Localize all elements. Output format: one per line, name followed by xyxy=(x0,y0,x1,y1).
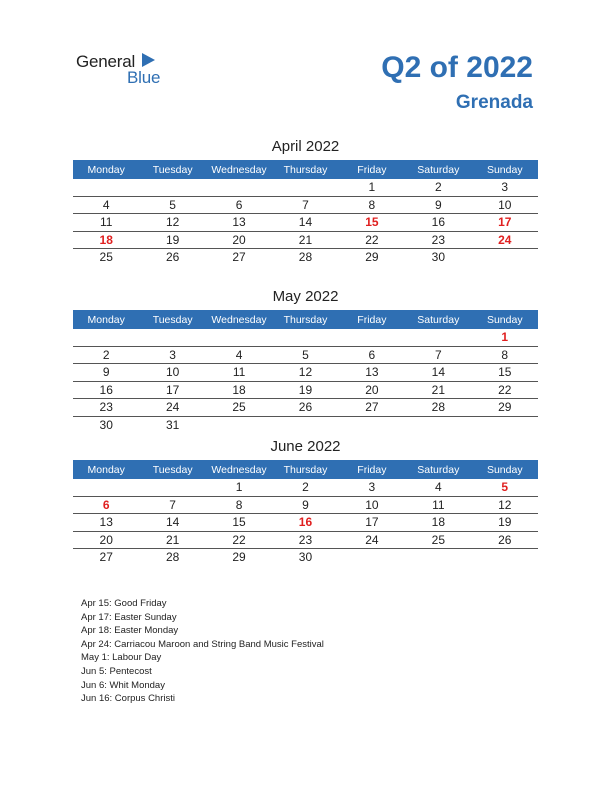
week-row xyxy=(73,479,538,496)
weekday-header: Wednesday xyxy=(206,460,272,479)
day-cell: 18 xyxy=(405,514,471,532)
day-cell: 10 xyxy=(139,364,205,382)
day-cell: 4 xyxy=(405,479,471,496)
month-april xyxy=(73,138,538,266)
day-cell: 29 xyxy=(232,550,246,565)
month-may xyxy=(73,288,538,433)
weekday-header: Tuesday xyxy=(139,460,205,479)
day-cell: 26 xyxy=(165,250,180,265)
weekday-header: Friday xyxy=(339,310,405,329)
flag-icon xyxy=(140,52,156,68)
day-cell: 12 xyxy=(472,496,538,514)
month-title: June 2022 xyxy=(270,438,341,455)
day-cell: 7 xyxy=(139,496,205,514)
day-cell: 20 xyxy=(73,531,139,549)
day-cell xyxy=(405,549,471,566)
day-cell xyxy=(339,549,405,566)
day-cell xyxy=(339,329,405,346)
day-cell: 24 xyxy=(139,399,205,417)
weekday-header: Thursday xyxy=(272,460,338,479)
day-cell: 6 xyxy=(339,346,405,364)
day-cell: 8 xyxy=(206,496,272,514)
weekday-header: Wednesday xyxy=(206,310,272,329)
day-cell xyxy=(272,329,338,346)
calendar-table xyxy=(73,460,538,566)
day-cell: 5 xyxy=(139,196,205,214)
week-row xyxy=(73,231,538,249)
day-cell xyxy=(472,416,538,433)
day-cell xyxy=(472,249,538,266)
day-cell: 22 xyxy=(206,531,272,549)
holiday-day-cell: 18 xyxy=(73,231,139,249)
day-cell xyxy=(272,179,338,196)
day-cell: 23 xyxy=(272,531,338,549)
weekday-header: Monday xyxy=(73,460,139,479)
month-title: May 2022 xyxy=(272,288,339,305)
day-cell: 9 xyxy=(405,196,471,214)
day-cell: 25 xyxy=(99,250,113,265)
weekday-header: Monday xyxy=(73,160,139,179)
day-cell: 18 xyxy=(206,381,272,399)
day-cell: 1 xyxy=(339,179,405,196)
day-cell: 22 xyxy=(472,381,538,399)
day-cell: 19 xyxy=(272,381,338,399)
day-cell xyxy=(139,179,205,196)
day-cell: 26 xyxy=(472,531,538,549)
holiday-list xyxy=(81,597,324,706)
week-row xyxy=(73,399,538,417)
day-cell: 29 xyxy=(365,250,379,265)
day-cell: 16 xyxy=(405,214,471,232)
day-cell: 10 xyxy=(339,496,405,514)
holiday-day-cell: 6 xyxy=(73,496,139,514)
holiday-day-cell: 17 xyxy=(472,214,538,232)
day-cell xyxy=(206,329,272,346)
week-row xyxy=(73,416,538,433)
weekday-header: Saturday xyxy=(405,160,471,179)
holiday-day-cell: 5 xyxy=(472,479,538,496)
holiday-item: Jun 6: Whit Monday xyxy=(81,679,165,691)
day-cell: 13 xyxy=(206,214,272,232)
weekday-header: Thursday xyxy=(272,160,338,179)
day-cell: 3 xyxy=(472,179,538,196)
day-cell: 1 xyxy=(206,479,272,496)
weekday-header: Monday xyxy=(73,310,139,329)
holiday-day-cell: 16 xyxy=(272,514,338,532)
day-cell: 11 xyxy=(405,496,471,514)
day-cell: 6 xyxy=(206,196,272,214)
calendar-table xyxy=(73,160,538,266)
day-cell xyxy=(206,179,272,196)
weekday-header-row xyxy=(73,310,538,329)
day-cell xyxy=(405,416,471,433)
holiday-item: Apr 15: Good Friday xyxy=(81,598,167,609)
holiday-item: May 1: Labour Day xyxy=(81,652,162,664)
day-cell: 21 xyxy=(139,531,205,549)
day-cell: 27 xyxy=(232,250,246,265)
day-cell xyxy=(206,416,272,433)
day-cell: 22 xyxy=(339,231,405,249)
day-cell: 15 xyxy=(206,514,272,532)
day-cell: 12 xyxy=(139,214,205,232)
day-cell: 30 xyxy=(431,250,445,265)
day-cell: 30 xyxy=(298,550,313,565)
day-cell xyxy=(405,329,471,346)
day-cell: 16 xyxy=(73,381,139,399)
week-row xyxy=(73,329,538,346)
day-cell: 20 xyxy=(339,381,405,399)
weekday-header-row xyxy=(73,160,538,179)
day-cell: 28 xyxy=(405,399,471,417)
day-cell: 26 xyxy=(272,399,338,417)
week-row xyxy=(73,531,538,549)
day-cell: 27 xyxy=(339,399,405,417)
calendar-table xyxy=(73,310,538,433)
day-cell xyxy=(139,479,205,496)
country-name: Grenada xyxy=(455,92,533,113)
page-title: Q2 of 2022 xyxy=(381,51,533,84)
day-cell: 2 xyxy=(272,479,338,496)
day-cell: 17 xyxy=(139,381,205,399)
week-row xyxy=(73,381,538,399)
day-cell: 27 xyxy=(99,550,113,565)
day-cell: 17 xyxy=(339,514,405,532)
day-cell: 20 xyxy=(206,231,272,249)
day-cell xyxy=(139,329,205,346)
holiday-day-cell: 15 xyxy=(339,214,405,232)
day-cell: 11 xyxy=(73,214,139,232)
holiday-day-cell: 24 xyxy=(472,231,538,249)
day-cell: 25 xyxy=(206,399,272,417)
day-cell: 25 xyxy=(405,531,471,549)
week-row xyxy=(73,549,538,566)
day-cell: 3 xyxy=(139,346,205,364)
day-cell: 10 xyxy=(472,196,538,214)
logo-text-general: General xyxy=(76,52,136,71)
weekday-header: Wednesday xyxy=(206,160,272,179)
day-cell: 31 xyxy=(165,417,180,432)
day-cell: 11 xyxy=(206,364,272,382)
week-row xyxy=(73,514,538,532)
day-cell: 29 xyxy=(472,399,538,417)
day-cell: 9 xyxy=(272,496,338,514)
week-row xyxy=(73,496,538,514)
day-cell: 23 xyxy=(405,231,471,249)
weekday-header: Saturday xyxy=(405,310,471,329)
day-cell xyxy=(472,549,538,566)
weekday-header: Sunday xyxy=(472,310,538,329)
holiday-item: Jun 16: Corpus Christi xyxy=(81,693,175,705)
day-cell: 3 xyxy=(339,479,405,496)
weekday-header: Saturday xyxy=(405,460,471,479)
day-cell: 2 xyxy=(73,346,139,364)
day-cell: 13 xyxy=(73,514,139,532)
weekday-header: Thursday xyxy=(272,310,338,329)
week-row xyxy=(73,196,538,214)
day-cell xyxy=(73,179,139,196)
day-cell: 2 xyxy=(405,179,471,196)
day-cell: 14 xyxy=(139,514,205,532)
day-cell: 19 xyxy=(139,231,205,249)
weekday-header: Tuesday xyxy=(139,160,205,179)
day-cell: 7 xyxy=(272,196,338,214)
day-cell: 21 xyxy=(405,381,471,399)
day-cell: 14 xyxy=(405,364,471,382)
day-cell: 8 xyxy=(472,346,538,364)
day-cell: 21 xyxy=(272,231,338,249)
day-cell: 30 xyxy=(99,417,113,432)
day-cell: 4 xyxy=(206,346,272,364)
logo-text-blue: Blue xyxy=(127,68,161,87)
holiday-item: Jun 5: Pentecost xyxy=(81,665,152,677)
day-cell: 28 xyxy=(165,550,180,565)
day-cell xyxy=(73,329,139,346)
day-cell: 14 xyxy=(272,214,338,232)
day-cell xyxy=(73,479,139,496)
week-row xyxy=(73,364,538,382)
week-row xyxy=(73,346,538,364)
weekday-header: Sunday xyxy=(472,460,538,479)
holiday-day-cell: 1 xyxy=(472,329,538,346)
day-cell: 5 xyxy=(272,346,338,364)
day-cell xyxy=(339,416,405,433)
holiday-item: Apr 18: Easter Monday xyxy=(81,625,179,637)
day-cell: 7 xyxy=(405,346,471,364)
day-cell: 4 xyxy=(73,196,139,214)
day-cell: 23 xyxy=(73,399,139,417)
day-cell: 13 xyxy=(339,364,405,382)
month-june xyxy=(73,438,538,566)
day-cell: 24 xyxy=(339,531,405,549)
weekday-header-row xyxy=(73,460,538,479)
day-cell: 8 xyxy=(339,196,405,214)
day-cell xyxy=(272,416,338,433)
week-row xyxy=(73,249,538,266)
weekday-header: Friday xyxy=(339,460,405,479)
holiday-item: Apr 17: Easter Sunday xyxy=(81,611,177,623)
day-cell: 9 xyxy=(73,364,139,382)
brand-logo xyxy=(76,50,176,90)
weekday-header: Friday xyxy=(339,160,405,179)
day-cell: 12 xyxy=(272,364,338,382)
day-cell: 28 xyxy=(298,250,313,265)
holiday-item: Apr 24: Carriacou Maroon and String Band Music Festival xyxy=(81,638,324,650)
week-row xyxy=(73,214,538,232)
day-cell: 15 xyxy=(472,364,538,382)
weekday-header: Sunday xyxy=(472,160,538,179)
month-title: April 2022 xyxy=(271,138,340,155)
week-row xyxy=(73,179,538,196)
weekday-header: Tuesday xyxy=(139,310,205,329)
day-cell: 19 xyxy=(472,514,538,532)
